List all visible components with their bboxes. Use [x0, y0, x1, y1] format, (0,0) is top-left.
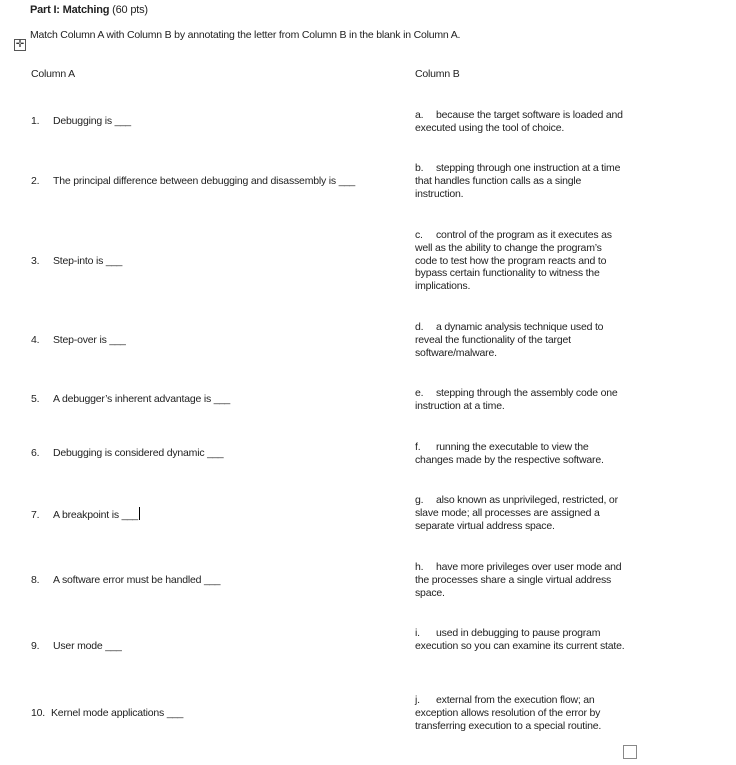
option-j — [415, 694, 625, 732]
option-b — [415, 162, 625, 200]
option-text: also known as unprivileged, restricted, or slave mode; all processes are assigned a separate virtual address space. — [415, 494, 618, 532]
answer-blank[interactable]: ___ — [166, 707, 183, 719]
option-text: running the executable to view the changes made by the respective software. — [415, 441, 604, 466]
answer-blank[interactable]: ___ — [203, 574, 221, 586]
question-number: 10. — [31, 707, 45, 719]
question-8 — [31, 574, 220, 586]
option-letter: a. — [415, 109, 424, 121]
option-letter: e. — [415, 387, 424, 399]
answer-blank[interactable]: ___ — [105, 640, 122, 652]
option-a — [415, 109, 625, 135]
text-cursor — [139, 507, 140, 520]
question-text: User mode — [53, 640, 103, 652]
option-h — [415, 561, 625, 599]
option-letter: d. — [415, 321, 424, 333]
question-number: 4. — [31, 334, 40, 346]
option-letter: g. — [415, 494, 424, 506]
option-e — [415, 387, 625, 413]
question-number: 6. — [31, 447, 40, 459]
option-text: because the target software is loaded and executed using the tool of choice. — [415, 109, 623, 134]
option-letter: j. — [415, 694, 420, 706]
question-4 — [31, 334, 125, 346]
option-i — [415, 627, 625, 653]
question-number: 8. — [31, 574, 40, 586]
question-text: A breakpoint is — [53, 509, 119, 521]
answer-blank[interactable]: ___ — [207, 447, 224, 459]
question-text: A debugger’s inherent advantage is — [53, 393, 212, 405]
question-number: 3. — [31, 255, 40, 267]
table-move-handle-icon[interactable]: ✛ — [15, 39, 25, 50]
instructions: Match Column A with Column B by annotating the letter from Column B in the blank in Column A. — [30, 29, 461, 41]
option-letter: f. — [415, 441, 421, 453]
option-c — [415, 229, 625, 293]
question-text: Debugging is — [53, 115, 112, 127]
question-9 — [31, 640, 121, 652]
question-7 — [31, 507, 140, 521]
column-a-heading: Column A — [31, 68, 75, 80]
heading-title: Part I: Matching — [30, 4, 110, 16]
question-3 — [31, 255, 122, 267]
checkbox[interactable] — [623, 745, 637, 759]
option-text: used in debugging to pause program execution so you can examine its current state. — [415, 627, 625, 652]
answer-blank[interactable]: ___ — [114, 115, 131, 127]
answer-blank[interactable]: ___ — [105, 255, 122, 267]
answer-blank[interactable]: ___ — [338, 175, 355, 187]
question-number: 2. — [31, 175, 40, 187]
option-text: stepping through one instruction at a time that handles function calls as a single instruction. — [415, 162, 621, 200]
option-text: control of the program as it executes as well as the ability to change the program’s code to test how the program reacts and to bypass certain functionality to witness the implications. — [415, 229, 612, 293]
option-letter: i. — [415, 627, 420, 639]
question-number: 1. — [31, 115, 40, 127]
option-letter: b. — [415, 162, 424, 174]
column-b-heading: Column B — [415, 68, 460, 80]
question-text: Kernel mode applications — [51, 707, 165, 719]
option-text: external from the execution flow; an exception allows resolution of the error by transferring execution to a special routine. — [415, 694, 602, 732]
option-letter: h. — [415, 561, 424, 573]
question-2 — [31, 175, 355, 187]
question-text: The principal difference between debugging and disassembly is — [53, 175, 336, 187]
question-text: Debugging is considered dynamic — [53, 447, 205, 459]
question-number: 5. — [31, 393, 40, 405]
option-text: a dynamic analysis technique used to reveal the functionality of the target software/malware. — [415, 321, 604, 359]
question-10 — [31, 707, 183, 719]
heading-points: (60 pts) — [112, 4, 148, 16]
option-text: stepping through the assembly code one instruction at a time. — [415, 387, 618, 412]
option-f — [415, 441, 625, 467]
option-d — [415, 321, 625, 359]
question-1 — [31, 115, 131, 127]
question-number: 7. — [31, 509, 40, 521]
answer-blank[interactable]: ___ — [121, 509, 138, 521]
option-g — [415, 494, 625, 532]
page-heading — [30, 4, 148, 16]
option-text: have more privileges over user mode and the processes share a single virtual address space. — [415, 561, 622, 599]
question-text: Step-into is — [53, 255, 104, 267]
question-text: A software error must be handled — [53, 574, 202, 586]
question-6 — [31, 447, 223, 459]
answer-blank[interactable]: ___ — [213, 393, 230, 405]
option-letter: c. — [415, 229, 423, 241]
question-5 — [31, 393, 230, 405]
question-text: Step-over is — [53, 334, 107, 346]
question-number: 9. — [31, 640, 40, 652]
answer-blank[interactable]: ___ — [109, 334, 126, 346]
